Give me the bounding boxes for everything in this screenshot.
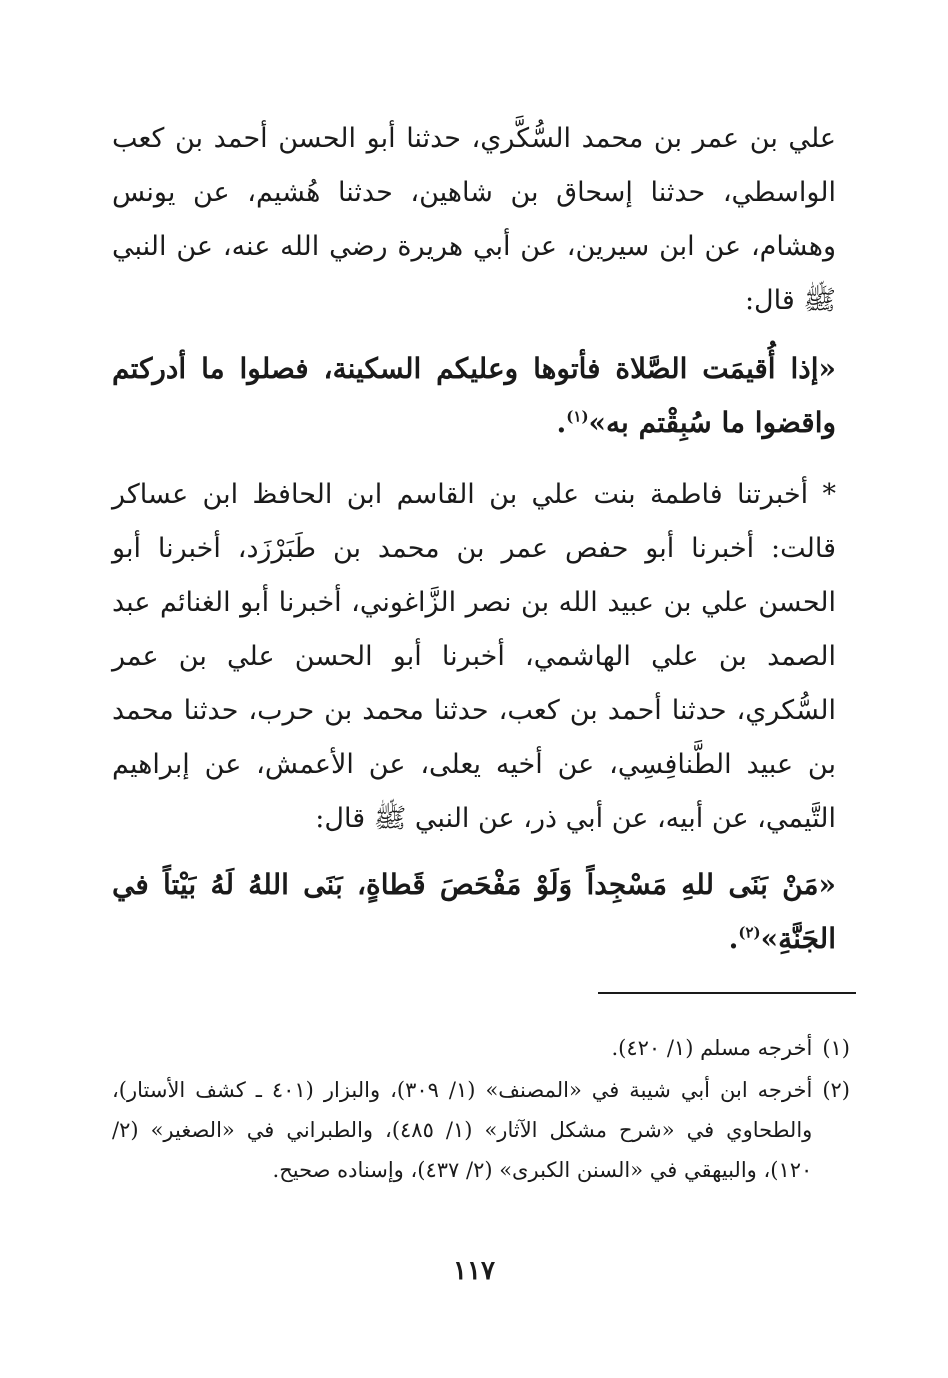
hadith-terminator: . <box>556 406 567 439</box>
paragraph-text: * أخبرتنا فاطمة بنت علي بن القاسم ابن الحافظ ابن عساكر قالت: أخبرنا أبو حفص عمر بن محمد بن طَبَرْزَد، أخبرنا أبو الحسن علي بن عبيد الله بن نصر الزَّاغوني، أخبرنا أبو الغنائم عبد الصمد بن علي الهاشمي، أخبرنا أبو الحسن علي بن عمر السُّكري، حدثنا أحمد بن كعب، حدثنا محمد بن حرب، حدثنا محمد بن عبيد الطَّنافِسِي، عن أخيه يعلى، عن الأعمش، عن إبراهيم التَّيمي، عن أبيه، عن أبي ذر، عن النبي ﷺ قال: <box>112 479 836 834</box>
footnotes-section <box>112 1028 850 1192</box>
footnote-reference-1[interactable]: (١) <box>566 407 589 426</box>
hadith-quote-2 <box>112 858 836 966</box>
footnote-number: (١) <box>822 1036 850 1060</box>
hadith-text: «مَنْ بَنَى للهِ مَسْجِداً وَلَوْ مَفْحَصَ قَطاةٍ، بَنَى اللهُ لَهُ بَيْتاً في الجَنَّةِ» <box>112 868 836 955</box>
isnad-paragraph-1 <box>112 112 836 328</box>
hadith-quote-1 <box>112 342 836 450</box>
footnote-separator <box>598 992 856 994</box>
footnote-item <box>112 1070 850 1190</box>
footnote-text: أخرجه ابن أبي شيبة في «المصنف» (١/ ٣٠٩)، والبزار (٤٠١ ـ كشف الأستار)، والطحاوي في «شرح مشكل الآثار» (١/ ٤٨٥)، والطبراني في «الصغير» (٢/ ١٢٠)، والبيهقي في «السنن الكبرى» (٢/ ٤٣٧)، وإسناده صحيح. <box>112 1078 813 1182</box>
hadith-text: «إذا أُقيمَت الصَّلاة فأتوها وعليكم السكينة، فصلوا ما أدركتم واقضوا ما سُبِقْتم به» <box>112 352 836 439</box>
footnote-text: أخرجه مسلم (١/ ٤٢٠). <box>611 1036 813 1060</box>
footnote-number: (٢) <box>822 1078 850 1102</box>
page-number: ١١٧ <box>453 1256 495 1286</box>
footnote-item <box>112 1028 850 1068</box>
paragraph-text: علي بن عمر بن محمد السُّكَّري، حدثنا أبو الحسن أحمد بن كعب الواسطي، حدثنا إسحاق بن شاهين، حدثنا هُشيم، عن يونس وهشام، عن ابن سيرين، عن أبي هريرة رضي الله عنه، عن النبي ﷺ قال: <box>112 123 836 316</box>
isnad-paragraph-2 <box>112 468 836 846</box>
hadith-terminator: . <box>728 922 739 955</box>
footnote-reference-2[interactable]: (٢) <box>738 923 761 942</box>
